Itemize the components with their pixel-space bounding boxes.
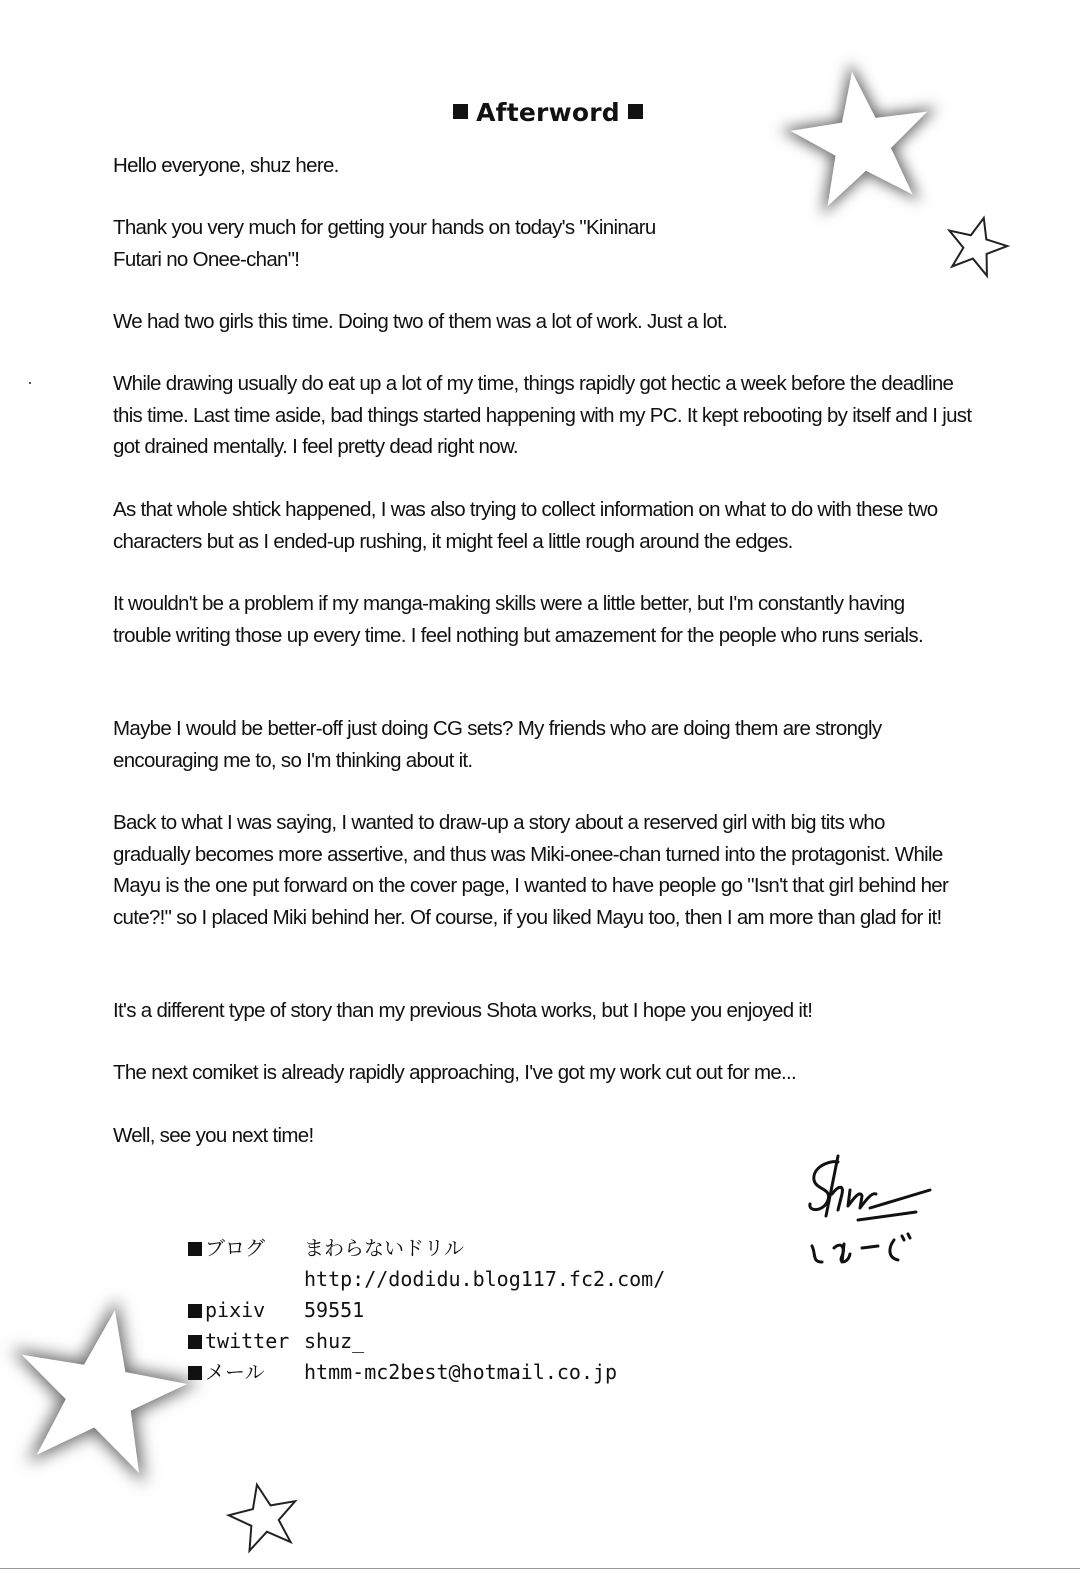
paragraph-story: Back to what I was saying, I wanted to draw-up a story about a reserved girl with big tits who gradually becomes more assertive, and thus was Miki-onee-chan turned into the protagonist. While Mayu is the one put forward on the cover page, I wanted to have people go "Isn't that girl behind her cute?!" so I placed Miki behind her. Of course, if you liked Mayu too, then I am more than glad for it!	[113, 811, 949, 929]
star-icon-bottom-left-large	[0, 1290, 210, 1500]
page-title	[0, 98, 1080, 127]
paragraph-information: As that whole shtick happened, I was also trying to collect information on what to do with these two characters but as I ended-up rushing, it might feel a little rough around the edges.	[113, 498, 938, 553]
square-bullet-icon	[453, 104, 468, 119]
star-icon-top-right-small	[940, 212, 1012, 282]
star-icon-top-right-large	[770, 55, 955, 230]
paragraph-farewell: Well, see you next time!	[113, 1124, 314, 1147]
pixiv-value: 59551	[304, 1298, 365, 1322]
blog-name: まわらないドリル	[304, 1236, 464, 1260]
pixiv-label: pixiv	[205, 1298, 266, 1322]
paragraph-deadline: While drawing usually do eat up a lot of my time, things rapidly got hectic a week before the deadline this time. Last time aside, bad things started happening with my PC. It kept rebooting by itself and I just got drained mentally. I feel pretty dead right now.	[113, 372, 972, 458]
mail-row	[188, 1357, 617, 1388]
signature	[798, 1150, 943, 1290]
mail-value[interactable]: htmm-mc2best@hotmail.co.jp	[304, 1360, 618, 1384]
paragraph-cg-sets: Maybe I would be better-off just doing CG sets? My friends who are doing them are strongly encouraging me to, so I'm thinking about it.	[113, 717, 882, 772]
square-bullet-icon	[628, 104, 643, 119]
blog-url[interactable]: http://dodidu.blog117.fc2.com/	[304, 1267, 666, 1291]
square-bullet-icon	[188, 1304, 202, 1318]
paragraph-manga-skills: It wouldn't be a problem if my manga-making skills were a little better, but I'm constantly having trouble writing those up every time. I feel nothing but amazement for the people who runs serials.	[113, 592, 923, 647]
pixiv-row	[188, 1295, 364, 1326]
blog-label: ブログ	[205, 1236, 265, 1260]
square-bullet-icon	[188, 1335, 202, 1349]
mail-label: メール	[205, 1360, 265, 1384]
square-bullet-icon	[188, 1366, 202, 1380]
twitter-label: twitter	[205, 1329, 290, 1353]
title-text: Afterword	[476, 98, 620, 127]
paragraph-greeting: Hello everyone, shuz here.	[113, 154, 339, 177]
paragraph-two-girls: We had two girls this time. Doing two of them was a lot of work. Just a lot.	[113, 310, 728, 333]
twitter-value: shuz_	[304, 1329, 365, 1353]
paragraph-comiket: The next comiket is already rapidly approaching, I've got my work cut out for me...	[113, 1061, 797, 1084]
page-edge-divider	[0, 1568, 1080, 1569]
paragraph-thanks: Thank you very much for getting your hands on today's "Kininaru Futari no Onee-chan"!	[113, 216, 656, 271]
square-bullet-icon	[188, 1242, 202, 1256]
star-icon-bottom-left-small	[222, 1478, 306, 1558]
paragraph-shota: It's a different type of story than my previous Shota works, but I hope you enjoyed it!	[113, 999, 813, 1022]
twitter-row	[188, 1326, 364, 1357]
blog-row	[188, 1233, 464, 1264]
speck-mark	[29, 382, 31, 384]
